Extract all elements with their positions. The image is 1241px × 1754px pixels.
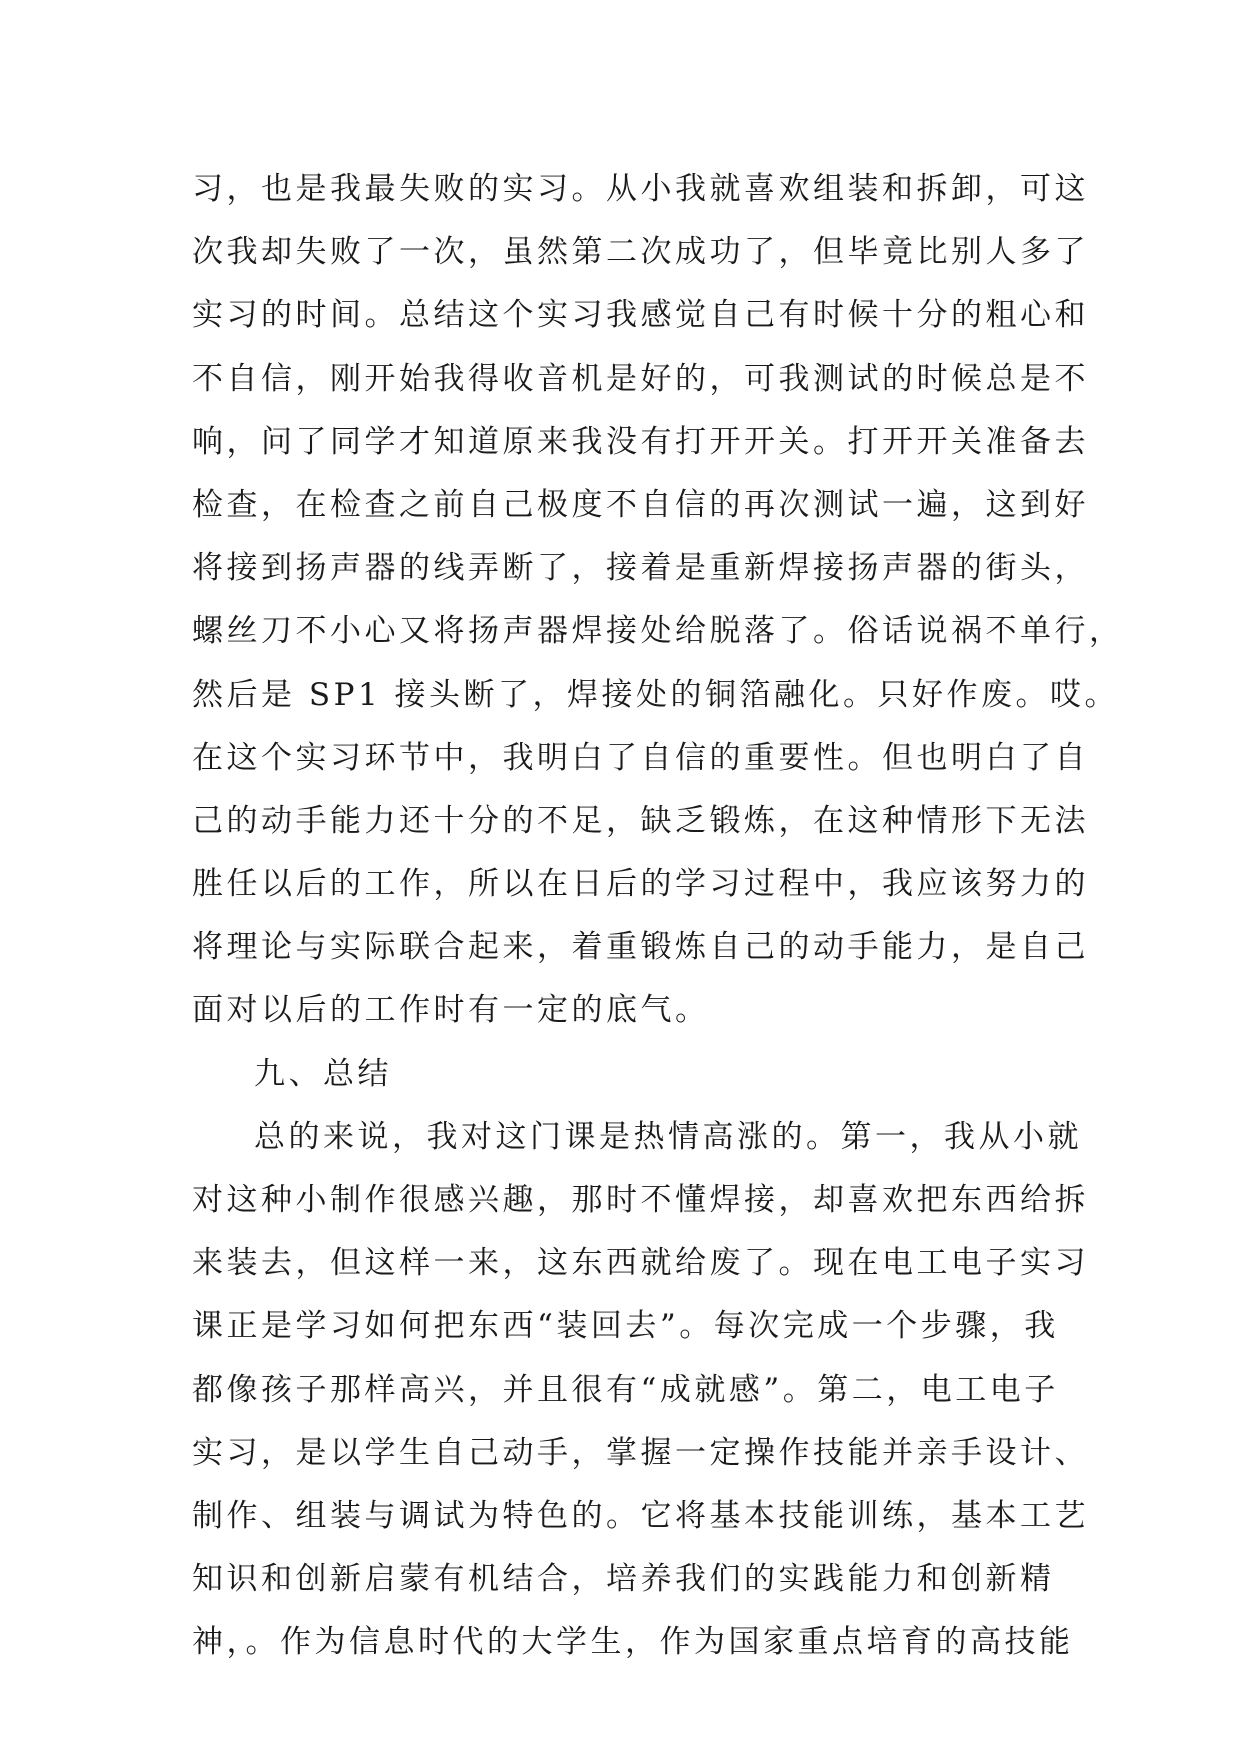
text-line: 面对以后的工作时有一定的底气。 [192,992,710,1029]
text-line: 次我却失败了一次，虽然第二次成功了，但毕竟比别人多了 [192,234,1089,271]
text-line: 课正是学习如何把东西“装回去”。每次完成一个步骤，我 [192,1308,1059,1345]
text-line: 总的来说，我对这门课是热情高涨的。第一，我从小就 [254,1118,1082,1155]
text-line: 知识和创新启蒙有机结合，培养我们的实践能力和创新精 [192,1561,1055,1598]
section-heading: 九、总结 [254,1055,392,1092]
text-line: 然后是 SP1 接头断了，焊接处的铜箔融化。只好作废。哎。 [192,676,1120,713]
text-line: 实习，是以学生自己动手，掌握一定操作技能并亲手设计、 [192,1434,1089,1471]
text-line: 习，也是我最失败的实习。从小我就喜欢组装和拆卸，可这 [192,171,1089,207]
text-line: 己的动手能力还十分的不足，缺乏锻炼，在这种情形下无法 [192,802,1089,839]
text-line: 将理论与实际联合起来，着重锻炼自己的动手能力，是自己 [192,929,1089,966]
paragraph-1 [192,158,1124,1043]
paragraph-2 [192,1106,1089,1675]
text-line: 对这种小制作很感兴趣，那时不懂焊接，却喜欢把东西给拆 [192,1182,1089,1218]
text-line: 神，。作为信息时代的大学生，作为国家重点培育的高技能 [192,1624,1074,1661]
text-line: 都像孩子那样高兴，并且很有“成就感”。第二，电工电子 [192,1371,1059,1408]
text-line: 在这个实习环节中，我明白了自信的重要性。但也明白了自 [192,739,1089,776]
text-line: 响，问了同学才知道原来我没有打开开关。打开开关准备去 [192,423,1089,460]
text-line: 螺丝刀不小心又将扬声器焊接处给脱落了。俗话说祸不单行， [192,613,1124,650]
text-line: 检查，在检查之前自己极度不自信的再次测试一遍，这到好 [192,486,1089,523]
text-line: 制作、组装与调试为特色的。它将基本技能训练，基本工艺 [192,1497,1089,1534]
text-line: 胜任以后的工作，所以在日后的学习过程中，我应该努力的 [192,866,1089,903]
text-line: 不自信，刚开始我得收音机是好的，可我测试的时候总是不 [192,360,1089,397]
text-line: 将接到扬声器的线弄断了，接着是重新焊接扬声器的街头， [192,550,1089,587]
text-line: 来装去，但这样一来，这东西就给废了。现在电工电子实习 [192,1245,1089,1282]
document-body [192,158,1124,1675]
text-line: 实习的时间。总结这个实习我感觉自己有时候十分的粗心和 [192,297,1089,334]
